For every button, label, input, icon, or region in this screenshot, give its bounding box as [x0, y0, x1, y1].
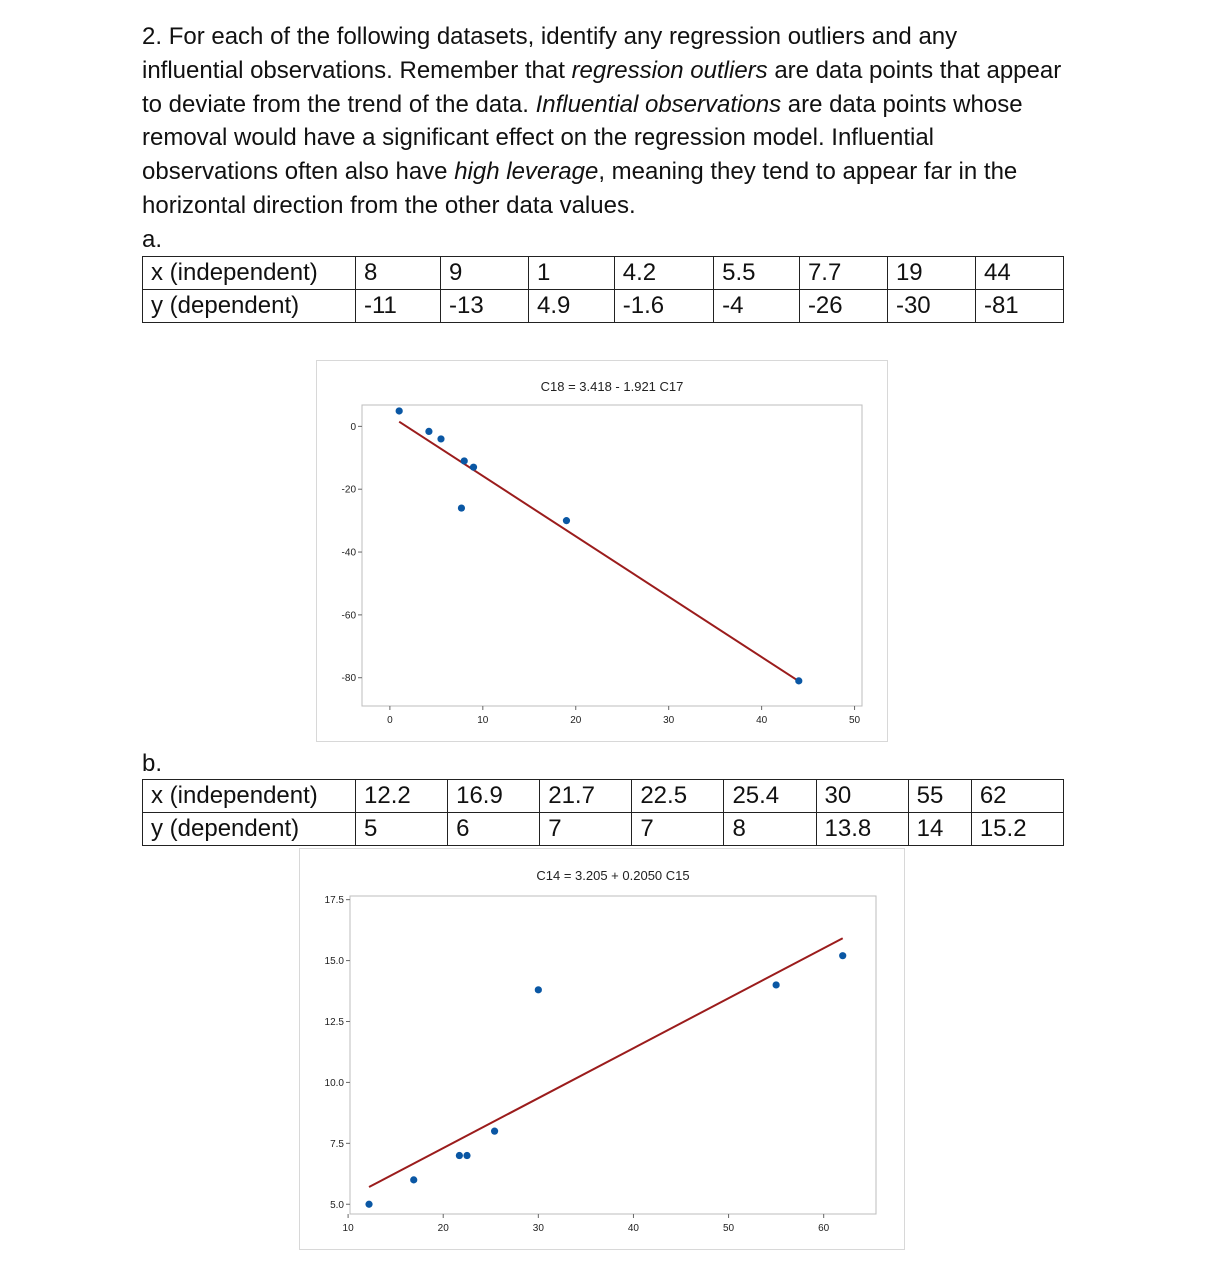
- question-text-part2: are data points that appear to deviate from the trend of the data.: [142, 56, 1062, 118]
- question-text-part4: , meaning they tend to appear far in the horizontal direction from the other data values.: [142, 158, 1018, 219]
- y-tick-label: -80: [341, 673, 356, 685]
- table-cell: 4.9: [529, 290, 615, 323]
- part-b-label: b.: [142, 750, 163, 777]
- table-cell: 21.7: [540, 780, 632, 813]
- data-point: [461, 457, 468, 464]
- data-point: [839, 952, 846, 959]
- data-point: [535, 986, 542, 993]
- data-point: [365, 1201, 372, 1208]
- table-cell: -1.6: [614, 290, 713, 323]
- x-tick-label: 10: [342, 1223, 354, 1234]
- data-point: [463, 1152, 470, 1159]
- table-cell: 22.5: [632, 780, 724, 813]
- chart-title: C14 = 3.205 + 0.2050 C15: [536, 868, 690, 883]
- data-point: [425, 428, 432, 435]
- table-cell: 7: [540, 813, 632, 846]
- row-header: x (independent): [143, 257, 356, 290]
- x-tick-label: 30: [663, 715, 675, 726]
- table-cell: -30: [887, 290, 975, 323]
- data-point: [437, 435, 444, 442]
- question-text-part1: For each of the following datasets, identify any regression outliers and any influential observations. Remember that: [142, 23, 958, 84]
- table-row-y: [143, 813, 1064, 846]
- x-tick-label: 30: [532, 1223, 544, 1234]
- table-cell: 30: [816, 780, 908, 813]
- y-tick-label: 12.5: [324, 1016, 344, 1028]
- y-tick-label: -60: [341, 610, 356, 622]
- table-cell: -4: [714, 290, 800, 323]
- row-header: y (dependent): [143, 813, 356, 846]
- y-tick-label: 0: [350, 421, 356, 433]
- x-tick-label: 60: [818, 1223, 830, 1234]
- table-cell: 8: [724, 813, 816, 846]
- table-cell: -11: [356, 290, 441, 323]
- term-high-leverage: high leverage: [454, 158, 599, 186]
- y-tick-label: -40: [341, 547, 356, 559]
- row-header: x (independent): [143, 780, 356, 813]
- plot-area: [350, 896, 876, 1214]
- y-tick-label: -20: [341, 484, 356, 496]
- x-tick-label: 40: [627, 1223, 640, 1234]
- table-cell: -81: [975, 290, 1063, 323]
- data-point: [456, 1152, 463, 1159]
- term-regression-outliers: regression outliers: [571, 56, 768, 84]
- table-cell: 9: [440, 257, 528, 290]
- table-cell: 25.4: [724, 780, 816, 813]
- term-influential-observations: Influential observations: [535, 90, 782, 118]
- table-row-x: [143, 257, 1064, 290]
- x-tick-label: 50: [723, 1223, 735, 1234]
- x-tick-label: 0: [387, 715, 393, 726]
- table-cell: 1: [529, 257, 615, 290]
- y-tick-label: 7.5: [330, 1138, 344, 1150]
- data-point: [410, 1176, 417, 1183]
- data-point: [396, 407, 403, 414]
- table-cell: -26: [799, 290, 887, 323]
- x-tick-label: 20: [570, 715, 582, 726]
- table-cell: 14: [908, 813, 971, 846]
- part-a-table: [142, 256, 1064, 323]
- chart-b: [300, 849, 904, 1249]
- data-point: [491, 1128, 498, 1135]
- table-cell: 44: [975, 257, 1063, 290]
- question-text-part3: are data points whose removal would have a significant effect on the regression model. Influential observations often also have: [142, 90, 1023, 186]
- table-cell: -13: [440, 290, 528, 323]
- data-point: [773, 981, 780, 988]
- data-point: [470, 464, 477, 471]
- table-cell: 13.8: [816, 813, 908, 846]
- x-tick-label: 20: [437, 1223, 449, 1234]
- data-point: [795, 677, 802, 684]
- table-cell: 55: [908, 780, 971, 813]
- y-tick-label: 5.0: [330, 1199, 344, 1211]
- table-cell: 16.9: [448, 780, 540, 813]
- x-tick-label: 10: [477, 715, 489, 726]
- data-point: [563, 517, 570, 524]
- x-tick-label: 40: [756, 715, 768, 726]
- table-cell: 62: [971, 780, 1063, 813]
- table-cell: 7: [632, 813, 724, 846]
- table-cell: 7.7: [799, 257, 887, 290]
- table-cell: 8: [356, 257, 441, 290]
- row-header: y (dependent): [143, 290, 356, 323]
- table-cell: 19: [887, 257, 975, 290]
- part-a-label: a.: [142, 226, 163, 253]
- y-tick-label: 10.0: [324, 1077, 344, 1089]
- chart-a: [317, 361, 887, 741]
- table-cell: 4.2: [614, 257, 713, 290]
- y-tick-label: 15.0: [324, 956, 344, 968]
- question-text: [142, 20, 1062, 223]
- chart-a-frame: [316, 360, 888, 742]
- data-point: [458, 504, 465, 511]
- question-number: 2.: [142, 23, 163, 50]
- part-b-table: [142, 779, 1064, 846]
- table-row-y: [143, 290, 1064, 323]
- table-cell: 12.2: [356, 780, 448, 813]
- chart-b-frame: [299, 848, 905, 1250]
- table-cell: 15.2: [971, 813, 1063, 846]
- table-row-x: [143, 780, 1064, 813]
- table-cell: 5: [356, 813, 448, 846]
- table-cell: 6: [448, 813, 540, 846]
- y-tick-label: 17.5: [324, 895, 344, 907]
- table-cell: 5.5: [714, 257, 800, 290]
- x-tick-label: 50: [849, 715, 861, 726]
- plot-area: [362, 405, 862, 706]
- chart-title: C18 = 3.418 - 1.921 C17: [540, 379, 684, 394]
